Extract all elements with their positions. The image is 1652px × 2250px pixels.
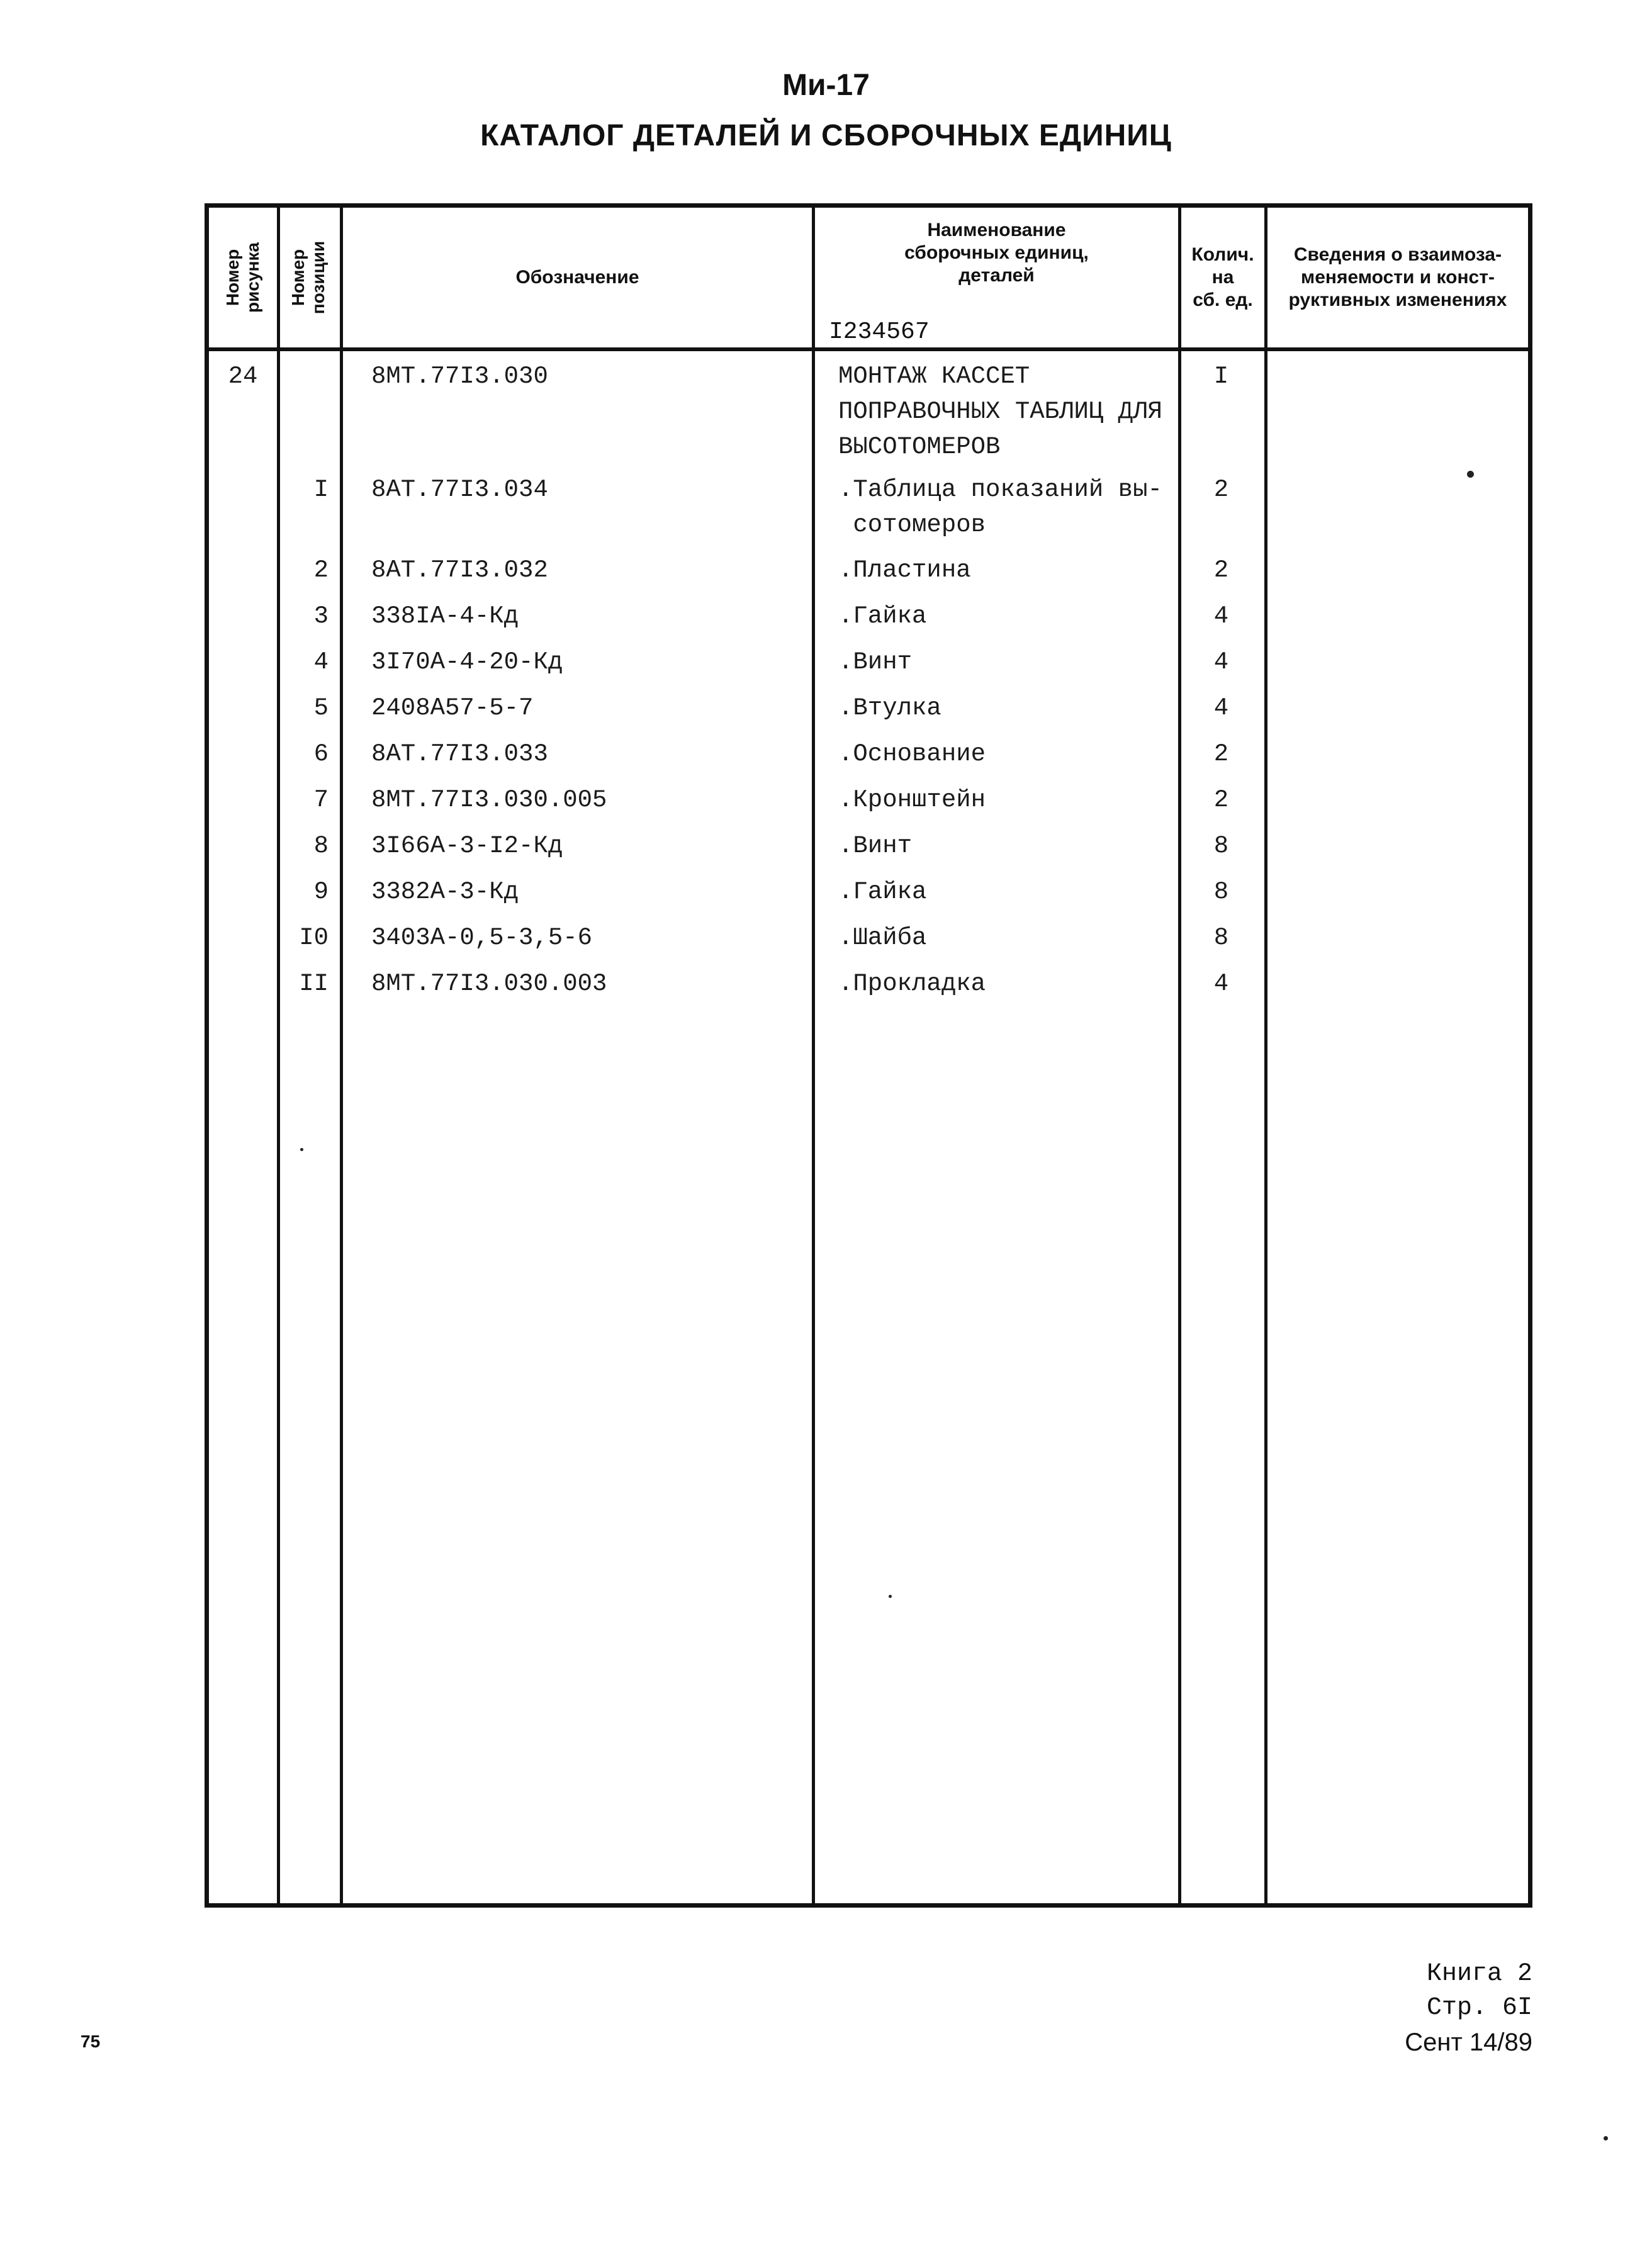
quantity-cell: 4 <box>1213 648 1229 676</box>
column-divider <box>1264 208 1267 1903</box>
revision-date: Сент 14/89 <box>1405 2028 1532 2056</box>
header-designation-label: Обозначение <box>515 267 639 288</box>
ink-speck <box>300 1148 303 1151</box>
position-cell: 6 <box>313 740 329 768</box>
column-divider <box>340 208 343 1903</box>
quantity-cell: 8 <box>1213 832 1229 860</box>
header-name <box>815 208 1178 347</box>
ink-speck <box>1604 2136 1608 2140</box>
name-cell: .Втулка <box>838 694 941 722</box>
document-model: Ми-17 <box>782 69 870 102</box>
header-divider <box>209 347 1528 351</box>
designation-cell: 8МТ.77I3.030.005 <box>371 786 607 814</box>
header-position-number <box>277 208 340 347</box>
position-cell: 7 <box>313 786 329 814</box>
column-divider <box>812 208 815 1903</box>
quantity-cell: 8 <box>1213 878 1229 906</box>
ink-speck <box>1467 471 1474 478</box>
quantity-cell: I <box>1213 363 1229 390</box>
name-cell: .Кронштейн <box>838 786 986 814</box>
header-designation <box>343 208 812 347</box>
parts-catalog-table <box>205 203 1532 1908</box>
name-cell: .Основание <box>838 740 986 768</box>
figure-number-cell: 24 <box>228 363 258 390</box>
designation-cell: 8АТ.77I3.033 <box>371 740 548 768</box>
designation-cell: 3I70А-4-20-Кд <box>371 648 563 676</box>
quantity-cell: 4 <box>1213 602 1229 630</box>
book-number: Книга 2 <box>1426 1960 1532 1988</box>
name-cell: .Гайка <box>838 602 927 630</box>
designation-cell: 3382А-3-Кд <box>371 878 519 906</box>
header-name-digits: I234567 <box>829 318 930 346</box>
name-cell: .Прокладка <box>838 970 986 998</box>
quantity-cell: 2 <box>1213 476 1229 503</box>
designation-cell: 8МТ.77I3.030 <box>371 363 548 390</box>
quantity-cell: 2 <box>1213 786 1229 814</box>
header-figure-number-label: Номер рисунка <box>223 242 262 313</box>
designation-cell: 8АТ.77I3.032 <box>371 556 548 584</box>
name-cell: .Винт <box>838 648 913 676</box>
designation-cell: 8АТ.77I3.034 <box>371 476 548 503</box>
name-cell: .Пластина <box>838 556 971 584</box>
header-quantity <box>1181 208 1264 347</box>
header-interchangeability <box>1267 208 1528 347</box>
header-position-number-label: Номер позиции <box>288 240 328 315</box>
quantity-cell: 2 <box>1213 556 1229 584</box>
quantity-cell: 8 <box>1213 924 1229 952</box>
name-cell: .Таблица показаний вы- сотомеров <box>838 476 1162 539</box>
position-cell: 2 <box>313 556 329 584</box>
page-reference: Стр. 6I <box>1426 1994 1532 2022</box>
document-title: КАТАЛОГ ДЕТАЛЕЙ И СБОРОЧНЫХ ЕДИНИЦ <box>480 119 1172 152</box>
header-figure-number <box>209 208 277 347</box>
designation-cell: 3I66А-3-I2-Кд <box>371 832 563 860</box>
column-divider <box>277 208 280 1903</box>
name-cell: МОНТАЖ КАССЕТ ПОПРАВОЧНЫХ ТАБЛИЦ ДЛЯ ВЫСОТОМЕРОВ <box>838 363 1162 461</box>
position-cell: II <box>299 970 329 998</box>
header-interchangeability-label: Сведения о взаимоза- меняемости и конст- руктивных изменениях <box>1288 244 1507 310</box>
position-cell: 3 <box>313 602 329 630</box>
designation-cell: 2408А57-5-7 <box>371 694 534 722</box>
position-cell: 5 <box>313 694 329 722</box>
designation-cell: 338IА-4-Кд <box>371 602 519 630</box>
quantity-cell: 2 <box>1213 740 1229 768</box>
designation-cell: 3403А-0,5-3,5-6 <box>371 924 593 952</box>
designation-cell: 8МТ.77I3.030.003 <box>371 970 607 998</box>
position-cell: I <box>313 476 329 503</box>
header-quantity-label: Колич. на сб. ед. <box>1191 244 1254 310</box>
position-cell: 4 <box>313 648 329 676</box>
name-cell: .Шайба <box>838 924 927 952</box>
ink-speck <box>889 1595 892 1598</box>
quantity-cell: 4 <box>1213 694 1229 722</box>
name-cell: .Винт <box>838 832 913 860</box>
position-cell: 9 <box>313 878 329 906</box>
name-cell: .Гайка <box>838 878 927 906</box>
position-cell: 8 <box>313 832 329 860</box>
page-number: 75 <box>81 2032 101 2051</box>
header-name-label: Наименование сборочных единиц, деталей <box>904 220 1089 286</box>
quantity-cell: 4 <box>1213 970 1229 998</box>
position-cell: I0 <box>299 924 329 952</box>
